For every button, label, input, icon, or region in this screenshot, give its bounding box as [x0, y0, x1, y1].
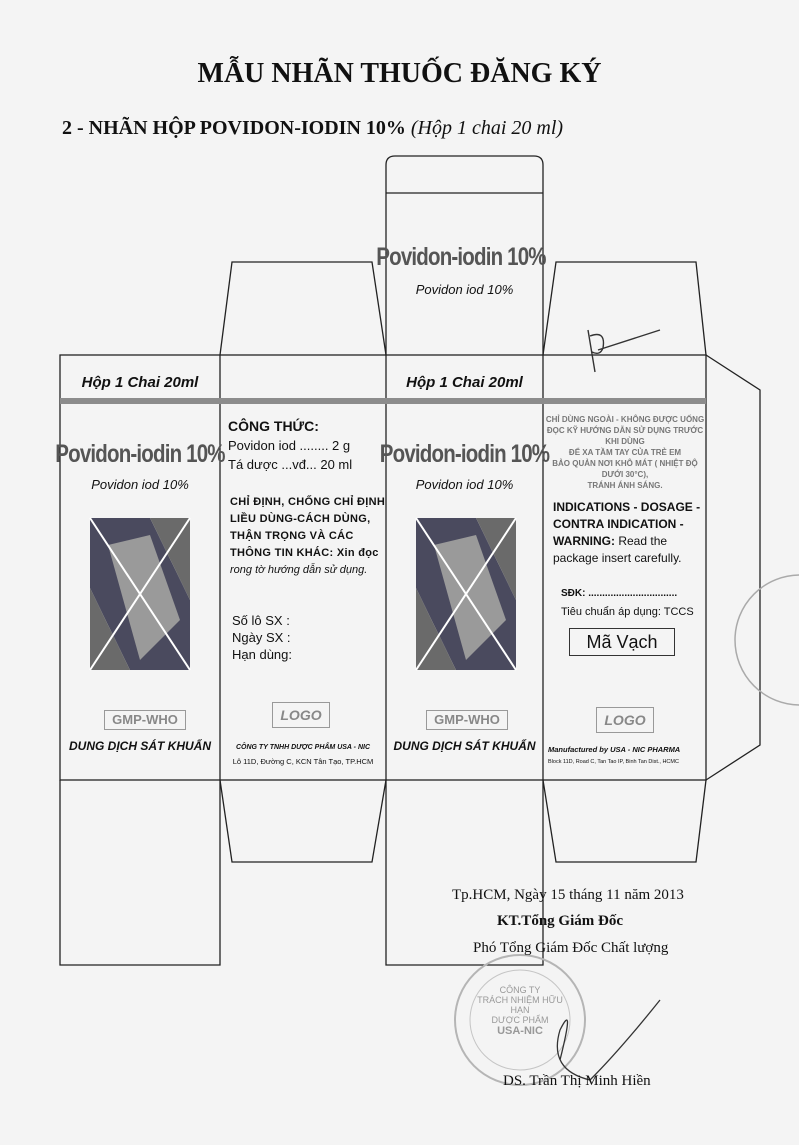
- indications-block: [553, 499, 703, 567]
- warn-line3: ĐỂ XA TẦM TAY CỦA TRẺ EM: [568, 448, 682, 457]
- grey-band: [60, 398, 706, 404]
- edge-stamp: [735, 575, 799, 705]
- seal-line4: USA-NIC: [497, 1025, 543, 1037]
- ind-line1: INDICATIONS - DOSAGE -: [553, 500, 701, 514]
- info-line5: rong tờ hướng dẫn sử dụng.: [230, 564, 368, 576]
- signer-name: DS. Trần Thị Minh Hiền: [503, 1073, 651, 1089]
- top-flap-product-name: Povidon-iodin 10%: [376, 243, 546, 271]
- signature-scribble: [557, 1000, 660, 1080]
- bottom-dust-flap-left: [220, 780, 386, 862]
- left-top-flap-outline: [220, 262, 386, 355]
- seal-line1: CÔNG TY: [499, 985, 541, 995]
- mfg-date: Ngày SX :: [232, 630, 291, 645]
- barcode-placeholder: Mã Vạch: [569, 628, 675, 656]
- back-gmp-badge: GMP-WHO: [426, 710, 508, 730]
- bottom-dust-flap-right: [543, 780, 706, 862]
- sdk-number: SĐK: ................................: [561, 588, 678, 599]
- ind-line3: [553, 533, 703, 550]
- subtitle-main: 2 - NHÃN HỘP POVIDON-IODIN 10%: [62, 117, 406, 139]
- side-right-logo: LOGO: [596, 707, 654, 733]
- manufacturer-line1: Manufactured by USA - NIC PHARMA: [548, 745, 681, 754]
- back-product-sub: Povidon iod 10%: [415, 477, 514, 492]
- ind-warning-label: WARNING:: [553, 534, 615, 548]
- formula-line1: Povidon iod ........ 2 g: [228, 438, 351, 453]
- ind-line3-rest: Read the: [615, 534, 668, 548]
- signer-title: KT.Tổng Giám Đốc: [497, 913, 623, 929]
- date-line: Tp.HCM, Ngày 15 tháng 11 năm 2013: [452, 887, 684, 903]
- glue-flap-outline: [706, 355, 760, 780]
- ind-line4: package insert carefully.: [553, 551, 682, 565]
- back-category: DUNG DỊCH SÁT KHUẨN: [393, 739, 536, 753]
- seal-text: [470, 985, 570, 1037]
- lot-number: Số lô SX :: [232, 613, 290, 628]
- warn-line5: TRÁNH ÁNH SÁNG.: [587, 481, 663, 490]
- signer-position: Phó Tổng Giám Đốc Chất lượng: [473, 940, 669, 956]
- back-product-name: Povidon-iodin 10%: [379, 440, 550, 468]
- warn-line4: BẢO QUẢN NƠI KHÔ MÁT ( NHIỆT ĐỘ DƯỚI 30°C),: [552, 459, 698, 479]
- front-gmp-badge: GMP-WHO: [104, 710, 186, 730]
- page-title: MẪU NHÃN THUỐC ĐĂNG KÝ: [197, 58, 602, 89]
- subtitle-note: (Hộp 1 chai 20 ml): [410, 117, 564, 139]
- info-line1: CHỈ ĐỊNH, CHỐNG CHỈ ĐỊNH: [230, 496, 386, 508]
- front-product-name: Povidon-iodin 10%: [55, 440, 225, 468]
- info-line2: LIỀU DÙNG-CÁCH DÙNG,: [230, 513, 371, 525]
- info-line3: THẬN TRỌNG VÀ CÁC: [230, 530, 354, 542]
- seal-line2: TRÁCH NHIỆM HỮU HẠN: [477, 995, 563, 1015]
- formula-title: CÔNG THỨC:: [228, 418, 319, 434]
- seal-line3: DƯỢC PHẨM: [491, 1015, 549, 1025]
- manufacturer-line2: Block 11D, Road C, Tan Tao IP, Binh Tan Dist., HCMC: [548, 759, 679, 765]
- handwritten-mark: [588, 330, 660, 372]
- ind-line2: CONTRA INDICATION -: [553, 517, 684, 531]
- warning-block: [545, 414, 705, 491]
- side-left-logo: LOGO: [272, 702, 330, 728]
- info-line4: THÔNG TIN KHÁC: Xin đọc: [230, 547, 379, 559]
- exp-date: Hạn dùng:: [232, 647, 292, 662]
- warn-line2: ĐỌC KỸ HƯỚNG DẪN SỬ DỤNG TRƯỚC KHI DÙNG: [546, 426, 704, 446]
- formula-line2: Tá dược ...vđ... 20 ml: [228, 457, 353, 472]
- company-address: Lô 11D, Đường C, KCN Tân Tạo, TP.HCM: [232, 757, 374, 766]
- front-box-label: Hộp 1 Chai 20ml: [81, 374, 199, 391]
- standard-line: Tiêu chuẩn áp dụng: TCCS: [561, 606, 694, 618]
- company-name: CÔNG TY TNHH DƯỢC PHẨM USA - NIC: [235, 744, 371, 751]
- bottom-flap-front: [60, 780, 220, 965]
- front-product-sub: Povidon iod 10%: [91, 477, 189, 492]
- top-flap-product-sub: Povidon iod 10%: [415, 282, 514, 297]
- warn-line1: CHỈ DÙNG NGOÀI - KHÔNG ĐƯỢC UỐNG: [545, 415, 705, 424]
- front-category: DUNG DỊCH SÁT KHUẨN: [69, 739, 211, 753]
- product-graphic-front: [90, 518, 190, 670]
- product-graphic-back: [416, 518, 516, 670]
- back-box-label: Hộp 1 Chai 20ml: [406, 374, 523, 391]
- bottom-flap-back: [386, 780, 543, 965]
